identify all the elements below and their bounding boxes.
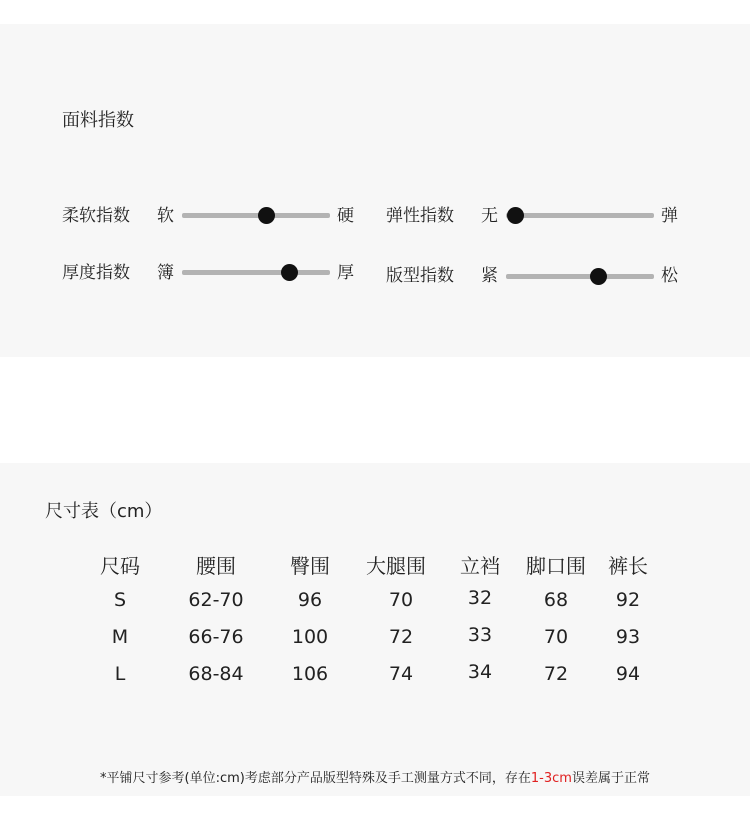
table-cell: 68-84 xyxy=(188,663,244,685)
index-high-label: 厚 xyxy=(337,263,354,283)
table-cell: 70 xyxy=(543,626,569,648)
table-cell: 34 xyxy=(467,661,493,683)
size-table-title: 尺寸表（cm） xyxy=(45,501,163,522)
index-low-label: 簿 xyxy=(157,263,174,283)
header-cell: 臀围 xyxy=(290,554,330,578)
size-cell: S xyxy=(113,589,127,611)
table-cell: 96 xyxy=(297,589,323,611)
table-cell: 32 xyxy=(467,587,493,609)
header-cell: 腰围 xyxy=(196,554,236,578)
header-cell: 大腿围 xyxy=(366,554,426,578)
index-low-label: 软 xyxy=(157,206,174,226)
index-slider-knob xyxy=(258,207,275,224)
index-slider-track xyxy=(506,274,654,279)
index-low-label: 紧 xyxy=(481,266,498,286)
table-cell: 106 xyxy=(291,663,329,685)
header-cell: 脚口围 xyxy=(526,554,586,578)
table-cell: 62-70 xyxy=(188,589,244,611)
table-cell: 68 xyxy=(543,589,569,611)
index-slider-knob xyxy=(507,207,524,224)
table-cell: 70 xyxy=(388,589,414,611)
measurement-note xyxy=(0,767,750,786)
table-cell: 72 xyxy=(388,626,414,648)
fabric-index-title: 面料指数 xyxy=(62,110,134,131)
table-cell: 72 xyxy=(543,663,569,685)
note-text-prefix: *平铺尺寸参考(单位:cm)考虑部分产品版型特殊及手工测量方式不同，存在 xyxy=(100,771,531,786)
header-cell: 立裆 xyxy=(460,554,500,578)
index-high-label: 硬 xyxy=(337,206,354,226)
index-slider-knob xyxy=(590,268,607,285)
index-slider-track xyxy=(182,270,330,275)
index-high-label: 弹 xyxy=(661,206,678,226)
index-slider-track xyxy=(182,213,330,218)
table-cell: 100 xyxy=(291,626,329,648)
index-label: 版型指数 xyxy=(386,266,454,286)
note-highlight: 1-3cm xyxy=(530,771,572,786)
index-label: 柔软指数 xyxy=(62,206,130,226)
size-table-panel xyxy=(0,463,750,796)
index-slider-track xyxy=(506,213,654,218)
header-cell: 裤长 xyxy=(608,554,648,578)
index-slider-knob xyxy=(281,264,298,281)
size-cell: L xyxy=(114,663,126,685)
index-label: 弹性指数 xyxy=(386,206,454,226)
index-label: 厚度指数 xyxy=(62,263,130,283)
table-cell: 94 xyxy=(615,663,641,685)
index-low-label: 无 xyxy=(481,206,498,226)
table-cell: 93 xyxy=(615,626,641,648)
index-high-label: 松 xyxy=(661,266,678,286)
table-cell: 74 xyxy=(388,663,414,685)
header-cell: 尺码 xyxy=(100,554,140,578)
table-cell: 66-76 xyxy=(188,626,244,648)
size-cell: M xyxy=(111,626,129,648)
table-cell: 92 xyxy=(615,589,641,611)
table-cell: 33 xyxy=(467,624,493,646)
fabric-index-panel xyxy=(0,24,750,357)
note-text-suffix: 误差属于正常 xyxy=(571,771,650,786)
